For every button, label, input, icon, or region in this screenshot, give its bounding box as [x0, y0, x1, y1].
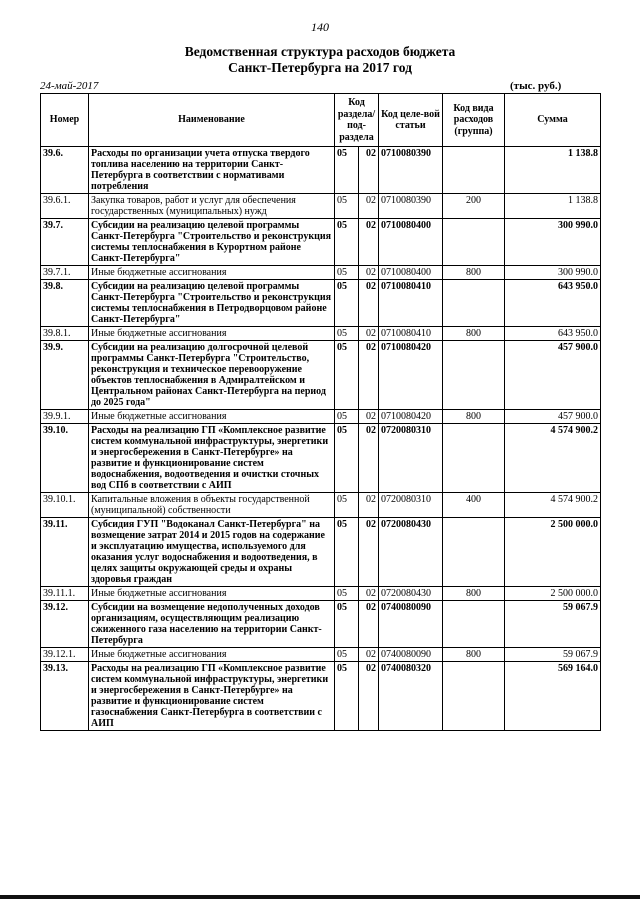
- row-target-code: 0740080320: [379, 662, 443, 731]
- header-name: Наименование: [89, 94, 335, 147]
- table-row: [41, 648, 601, 662]
- page-number: 140: [311, 20, 329, 34]
- row-target-code: 0710080390: [379, 194, 443, 219]
- row-section-code: 05: [335, 280, 359, 327]
- row-target-code: 0740080090: [379, 648, 443, 662]
- table-row: [41, 662, 601, 731]
- row-sum: 4 574 900.2: [505, 493, 601, 518]
- row-subsection-code: 02: [359, 493, 379, 518]
- row-expense-type: 400: [443, 493, 505, 518]
- row-target-code: 0720080310: [379, 424, 443, 493]
- row-expense-type: [443, 219, 505, 266]
- row-sum: 300 990.0: [505, 266, 601, 280]
- row-sum: 4 574 900.2: [505, 424, 601, 493]
- row-subsection-code: 02: [359, 147, 379, 194]
- row-number: 39.10.1.: [41, 493, 89, 518]
- row-expense-type: 800: [443, 410, 505, 424]
- row-number: 39.11.: [41, 518, 89, 587]
- row-subsection-code: 02: [359, 341, 379, 410]
- row-name: Капитальные вложения в объекты государственной (муниципальной) собственности: [89, 493, 335, 518]
- row-number: 39.8.: [41, 280, 89, 327]
- row-expense-type: [443, 601, 505, 648]
- row-name: Закупка товаров, работ и услуг для обеспечения государственных (муниципальных) нужд: [89, 194, 335, 219]
- row-section-code: 05: [335, 518, 359, 587]
- row-target-code: 0710080400: [379, 266, 443, 280]
- row-sum: 457 900.0: [505, 410, 601, 424]
- row-sum: 59 067.9: [505, 648, 601, 662]
- row-expense-type: [443, 424, 505, 493]
- row-name: Иные бюджетные ассигнования: [89, 410, 335, 424]
- row-section-code: 05: [335, 266, 359, 280]
- row-expense-type: 800: [443, 327, 505, 341]
- row-section-code: 05: [335, 147, 359, 194]
- row-expense-type: [443, 280, 505, 327]
- table-row: [41, 266, 601, 280]
- row-section-code: 05: [335, 410, 359, 424]
- row-section-code: 05: [335, 327, 359, 341]
- row-target-code: 0710080390: [379, 147, 443, 194]
- row-section-code: 05: [335, 662, 359, 731]
- table-row: [41, 147, 601, 194]
- row-number: 39.11.1.: [41, 587, 89, 601]
- row-section-code: 05: [335, 493, 359, 518]
- row-target-code: 0710080420: [379, 410, 443, 424]
- table-row: [41, 601, 601, 648]
- row-number: 39.13.: [41, 662, 89, 731]
- row-subsection-code: 02: [359, 327, 379, 341]
- row-name: Субсидии на реализацию долгосрочной целевой программы Санкт-Петербурга "Строительство, реконструкция и техническое перевооружение объектов теплоснабжения в Адмиралтейском и Центральном районах Санкт-Петербурга на период до 2025 года": [89, 341, 335, 410]
- row-expense-type: [443, 147, 505, 194]
- row-subsection-code: 02: [359, 587, 379, 601]
- row-sum: 1 138.8: [505, 194, 601, 219]
- row-expense-type: [443, 662, 505, 731]
- row-subsection-code: 02: [359, 410, 379, 424]
- scan-edge: [0, 895, 640, 899]
- row-sum: 569 164.0: [505, 662, 601, 731]
- row-sum: 643 950.0: [505, 327, 601, 341]
- document-date: 24-май-2017: [40, 80, 99, 92]
- row-section-code: 05: [335, 601, 359, 648]
- row-expense-type: 200: [443, 194, 505, 219]
- budget-table: [40, 93, 601, 731]
- row-subsection-code: 02: [359, 266, 379, 280]
- row-subsection-code: 02: [359, 518, 379, 587]
- row-sum: 457 900.0: [505, 341, 601, 410]
- title-line-2: Санкт-Петербурга на 2017 год: [228, 60, 412, 75]
- row-name: Иные бюджетные ассигнования: [89, 266, 335, 280]
- row-target-code: 0710080400: [379, 219, 443, 266]
- table-row: [41, 194, 601, 219]
- row-subsection-code: 02: [359, 601, 379, 648]
- row-sum: 59 067.9: [505, 601, 601, 648]
- row-target-code: 0720080310: [379, 493, 443, 518]
- row-name: Расходы на реализацию ГП «Комплексное развитие систем коммунальной инфраструктуры, энергетики и энергосбережения в Санкт-Петербурге» на развитие и функционирование систем газоснабжения Санкт-Петербурга в соответствии с АИП: [89, 662, 335, 731]
- row-number: 39.6.: [41, 147, 89, 194]
- row-name: Субсидия ГУП "Водоканал Санкт-Петербурга" на возмещение затрат 2014 и 2015 годов на содержание и эксплуатацию имущества, используемого для оказания услуг водоснабжения и водоотведения, в целях защиты окружающей среды и охраны здоровья граждан: [89, 518, 335, 587]
- row-section-code: 05: [335, 341, 359, 410]
- table-row: [41, 518, 601, 587]
- row-number: 39.6.1.: [41, 194, 89, 219]
- row-section-code: 05: [335, 587, 359, 601]
- row-number: 39.8.1.: [41, 327, 89, 341]
- row-expense-type: [443, 341, 505, 410]
- units-label: (тыс. руб.): [510, 80, 562, 92]
- row-subsection-code: 02: [359, 648, 379, 662]
- row-section-code: 05: [335, 219, 359, 266]
- row-subsection-code: 02: [359, 662, 379, 731]
- row-expense-type: [443, 518, 505, 587]
- row-number: 39.12.: [41, 601, 89, 648]
- row-subsection-code: 02: [359, 280, 379, 327]
- table-row: [41, 341, 601, 410]
- title-line-1: Ведомственная структура расходов бюджета: [184, 44, 456, 59]
- row-number: 39.9.: [41, 341, 89, 410]
- row-section-code: 05: [335, 194, 359, 219]
- row-target-code: 0710080410: [379, 327, 443, 341]
- table-body: [41, 147, 601, 731]
- row-section-code: 05: [335, 424, 359, 493]
- row-name: Иные бюджетные ассигнования: [89, 648, 335, 662]
- table-row: [41, 219, 601, 266]
- row-number: 39.7.1.: [41, 266, 89, 280]
- header-section-code: Код раздела/ под-раздела: [335, 94, 379, 147]
- table-row: [41, 493, 601, 518]
- row-name: Расходы по организации учета отпуска твердого топлива населению на территории Санкт-Петербурга в соответствии с нормативами потребления: [89, 147, 335, 194]
- row-target-code: 0720080430: [379, 518, 443, 587]
- row-target-code: 0720080430: [379, 587, 443, 601]
- row-number: 39.12.1.: [41, 648, 89, 662]
- table-header-row: [41, 94, 601, 147]
- row-name: Субсидии на реализацию целевой программы Санкт-Петербурга "Строительство и реконструкция системы теплоснабжения в Курортном районе Санкт-Петербурга": [89, 219, 335, 266]
- row-name: Расходы на реализацию ГП «Комплексное развитие систем коммунальной инфраструктуры, энергетики и энергосбережения в Санкт-Петербурге» на развитие и функционирование систем водоснабжения, водоотведения и очистки сточных вод СПб в соответствии с АИП: [89, 424, 335, 493]
- row-sum: 643 950.0: [505, 280, 601, 327]
- row-target-code: 0710080410: [379, 280, 443, 327]
- table-row: [41, 280, 601, 327]
- document-title: [0, 44, 640, 76]
- row-section-code: 05: [335, 648, 359, 662]
- row-name: Субсидии на возмещение недополученных доходов организациям, осуществляющим реализацию сжиженного газа населению на территории Санкт-Петербурга: [89, 601, 335, 648]
- row-sum: 2 500 000.0: [505, 518, 601, 587]
- row-subsection-code: 02: [359, 424, 379, 493]
- table-row: [41, 410, 601, 424]
- row-subsection-code: 02: [359, 219, 379, 266]
- row-subsection-code: 02: [359, 194, 379, 219]
- row-number: 39.10.: [41, 424, 89, 493]
- header-expense-type: Код вида расходов (группа): [443, 94, 505, 147]
- row-sum: 300 990.0: [505, 219, 601, 266]
- row-expense-type: 800: [443, 648, 505, 662]
- row-expense-type: 800: [443, 266, 505, 280]
- row-sum: 1 138.8: [505, 147, 601, 194]
- header-target-code: Код целе-вой статьи: [379, 94, 443, 147]
- table-row: [41, 424, 601, 493]
- header-number: Номер: [41, 94, 89, 147]
- row-expense-type: 800: [443, 587, 505, 601]
- header-sum: Сумма: [505, 94, 601, 147]
- row-name: Иные бюджетные ассигнования: [89, 327, 335, 341]
- table-row: [41, 327, 601, 341]
- row-target-code: 0710080420: [379, 341, 443, 410]
- row-target-code: 0740080090: [379, 601, 443, 648]
- row-name: Иные бюджетные ассигнования: [89, 587, 335, 601]
- row-sum: 2 500 000.0: [505, 587, 601, 601]
- table-row: [41, 587, 601, 601]
- row-number: 39.7.: [41, 219, 89, 266]
- row-number: 39.9.1.: [41, 410, 89, 424]
- row-name: Субсидии на реализацию целевой программы Санкт-Петербурга "Строительство и реконструкция системы теплоснабжения в Петродворцовом районе Санкт-Петербурга": [89, 280, 335, 327]
